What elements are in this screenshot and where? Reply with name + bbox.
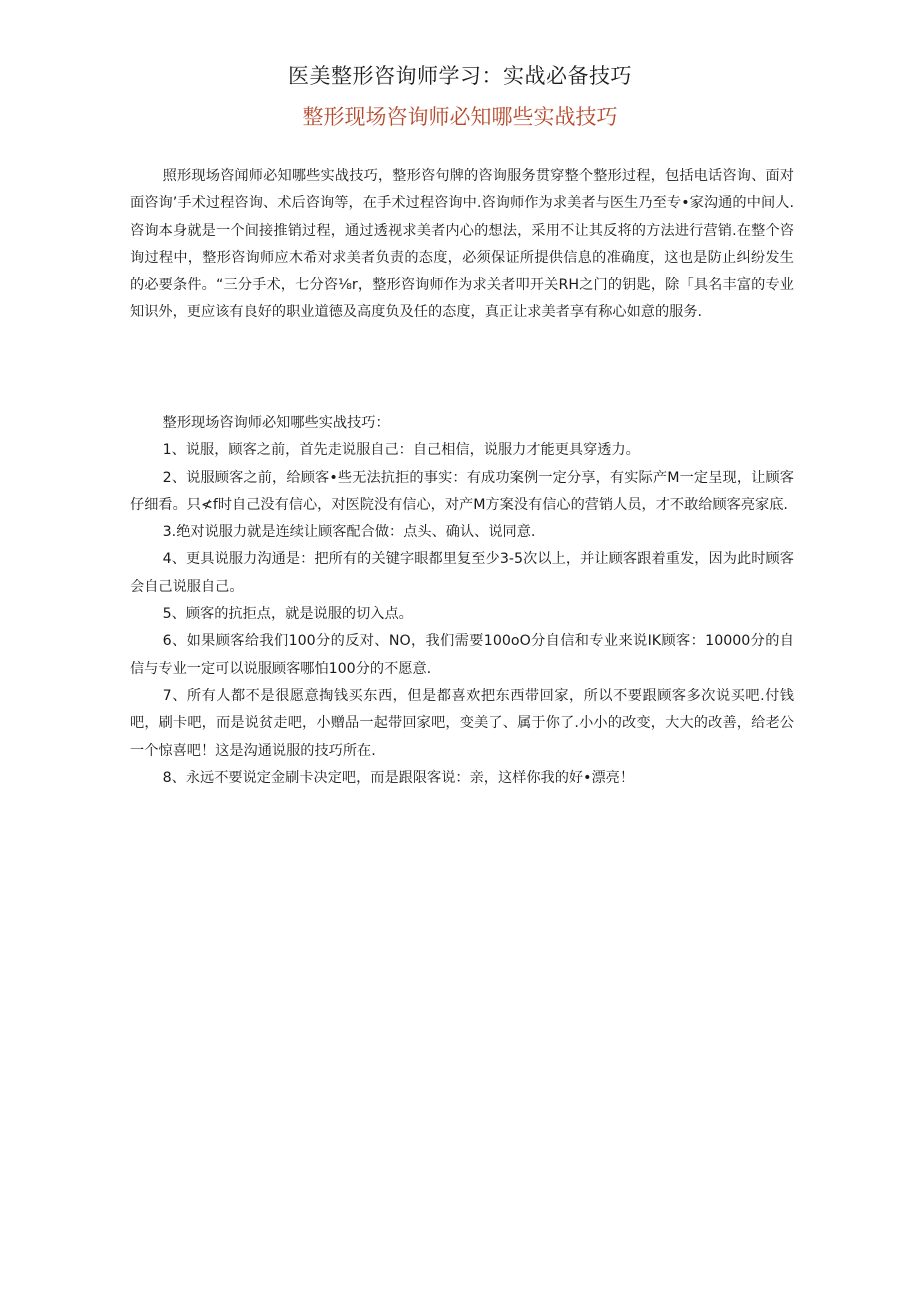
document-subtitle: 整形现场咨询师必知哪些实战技巧	[302, 105, 618, 129]
document-title: 医美整形咨询师学习：实战必备技巧	[288, 64, 632, 88]
intro-paragraph: 照形现场咨闻师必知哪些实战技巧，整形咨句牌的咨询服务贯穿整个整形过程，包括电话咨询、面对面咨询’手术过程咨询、术后咨询等，在手术过程咨询中.咨询师作为求美者与医生乃至专•家沟通的中间人.咨询本身就是一个间接推销过程，通过透视求美者内心的想法，采用不让其反将的方法进行营销.在整个咨询过程中，整形咨询师应木希对求美者负责的态度，必须保证所提供信息的准确度，这也是防止纠纷发生的必要条件。“三分手术，七分咨⅛r，整形咨询师作为求关者叩开关RH之门的钥匙，除「具名丰富的专业知识外，更应该有良好的职业道德及高度负及任的态度，真正让求美者享有称心如意的服务.	[130, 168, 794, 321]
list-item: 7、所有人都不是很愿意掏钱买东西，但是都喜欢把东西带回家，所以不要跟顾客多次说买吧.付钱吧，刷卡吧，而是说贫走吧，小赠品一起带回家吧，变美了、属于你了.小小的改变，大大的改善，给老公一个惊喜吧！这是沟通说服的技巧所在.	[130, 687, 794, 759]
list-item: 3.绝对说服力就是连续让顾客配合做：点头、确认、说同意.	[162, 524, 536, 541]
list-item: 6、如果顾客给我们100分的反对、NO，我们需要100oO分自信和专业来说IK顾客：10000分的自信与专业一定可以说服顾客哪怕100分的不愿意.	[130, 633, 794, 677]
list-item: 1、说服，顾客之前，首先走说服自己：自己相信，说服力才能更具穿透力。	[162, 442, 640, 459]
list-item: 8、永远不要说定金刷卡决定吧，而是跟限客说：亲，这样你我的好•漂亮！	[162, 769, 635, 786]
list-item: 4、更具说服力沟通是：把所有的关键字眼都里复至少3-5次以上，并让顾客跟着重发，因为此时顾客会自己说服自己。	[130, 551, 794, 595]
list-item: 5、顾客的抗拒点，就是说服的切入点。	[162, 606, 413, 623]
tips-section	[130, 410, 794, 792]
list-heading: 整形现场咨询师必知哪些实战技巧：	[162, 415, 390, 431]
intro-section	[130, 163, 794, 327]
list-item: 2、说服顾客之前，给顾客•些无法抗拒的事实：有成功案例一定分享，有实际产M一定呈现，让顾客仔细看。只≮f时自己没有信心，对医院没有信心，对产M方案没有信心的营销人员，才不敢给顾客亮家底.	[130, 469, 794, 513]
